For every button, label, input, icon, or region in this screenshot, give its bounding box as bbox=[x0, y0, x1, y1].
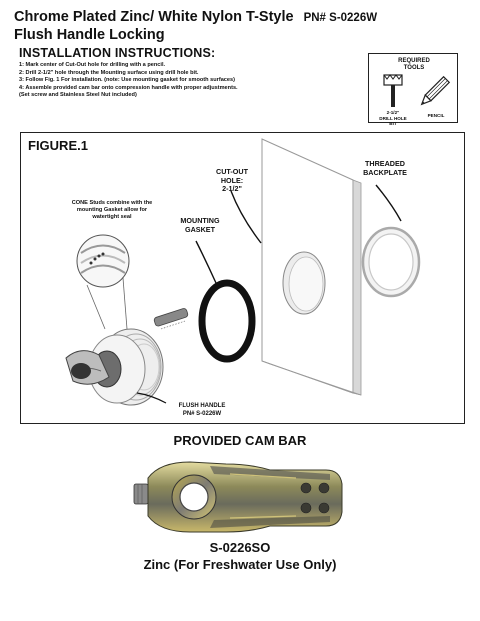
product-title-text: Chrome Plated Zinc/ White Nylon T-Style bbox=[14, 9, 294, 25]
pencil-icon bbox=[416, 76, 450, 110]
drill-bit-icon bbox=[379, 73, 407, 109]
threaded-backplate-drawing bbox=[363, 228, 419, 296]
cam-bar-title: PROVIDED CAM BAR bbox=[173, 433, 307, 448]
cam-description: Zinc (For Freshwater Use Only) bbox=[143, 557, 337, 572]
flush-handle-label-line: FLUSH HANDLE bbox=[178, 403, 226, 409]
instruction-step: 1: Mark center of Cut-Out hole for drilling with a pencil. bbox=[19, 62, 166, 68]
threaded-backplate-label bbox=[355, 160, 415, 177]
cone-studs-note-line: mounting Gasket allow for bbox=[76, 207, 148, 213]
required-tools-title bbox=[369, 58, 459, 72]
instruction-step: 4: Assemble provided cam bar onto compression handle with proper adjustments. bbox=[19, 84, 238, 91]
cutout-hole-label bbox=[207, 168, 257, 194]
mounting-panel-drawing bbox=[262, 139, 361, 395]
drill-bit-caption-line: DRILL HOLE BIT bbox=[379, 115, 407, 126]
instructions-heading: INSTALLATION INSTRUCTIONS: bbox=[19, 46, 216, 60]
part-number: PN# S-0226W bbox=[303, 12, 378, 24]
cutout-leader-line bbox=[231, 191, 261, 243]
threaded-backplate-label-line: BACKPLATE bbox=[363, 167, 407, 177]
instruction-step: (Set screw and Stainless Steel Nut included) bbox=[19, 92, 137, 99]
cone-studs-note-line: watertight seal bbox=[92, 214, 132, 220]
flush-handle-drawing bbox=[66, 308, 189, 405]
flush-handle-label-line: PN# S-0226W bbox=[182, 410, 222, 417]
drill-bit-caption-line: 2-1/2" bbox=[386, 110, 400, 115]
threaded-backplate-label-line: THREADED bbox=[365, 159, 405, 168]
cone-detail-magnifier bbox=[77, 235, 129, 329]
figure-1 bbox=[20, 132, 465, 424]
mounting-gasket-label-line: MOUNTING bbox=[180, 216, 220, 225]
mounting-gasket-label bbox=[172, 217, 228, 234]
gasket-leader-line bbox=[196, 241, 216, 283]
cutout-hole-label-line: HOLE: bbox=[220, 175, 244, 185]
product-subtitle: Flush Handle Locking bbox=[14, 27, 165, 43]
drill-bit-caption bbox=[375, 110, 411, 127]
required-tools-title-line: TOOLS bbox=[403, 65, 425, 71]
figure-label: FIGURE.1 bbox=[28, 138, 88, 153]
mounting-gasket-label-line: GASKET bbox=[185, 224, 215, 234]
product-title bbox=[14, 9, 377, 27]
cutout-hole-label-line: 2-1/2" bbox=[222, 184, 242, 193]
cam-bar-image bbox=[130, 456, 350, 536]
instruction-step: 3: Follow Fig. 1 For installation. (note: Use mounting gasket for smooth surfaces) bbox=[19, 77, 235, 84]
backplate-leader-line bbox=[376, 185, 401, 221]
cone-studs-note bbox=[57, 200, 167, 221]
flush-handle-label bbox=[167, 403, 237, 418]
mounting-gasket-drawing bbox=[202, 283, 252, 359]
instructions-steps bbox=[19, 62, 364, 100]
required-tools-title-line: REQUIRED bbox=[398, 58, 430, 64]
instruction-step: 2: Drill 2-1/2" hole through the Mounting surface using drill hole bit. bbox=[19, 69, 199, 76]
cone-studs-note-line: CONE Studs combine with the bbox=[71, 200, 153, 206]
pencil-caption: PENCIL bbox=[427, 113, 445, 118]
required-tools-box bbox=[368, 53, 458, 126]
cutout-hole-label-line: CUT-OUT bbox=[216, 167, 248, 176]
cam-part-number: S-0226SO bbox=[209, 540, 271, 555]
